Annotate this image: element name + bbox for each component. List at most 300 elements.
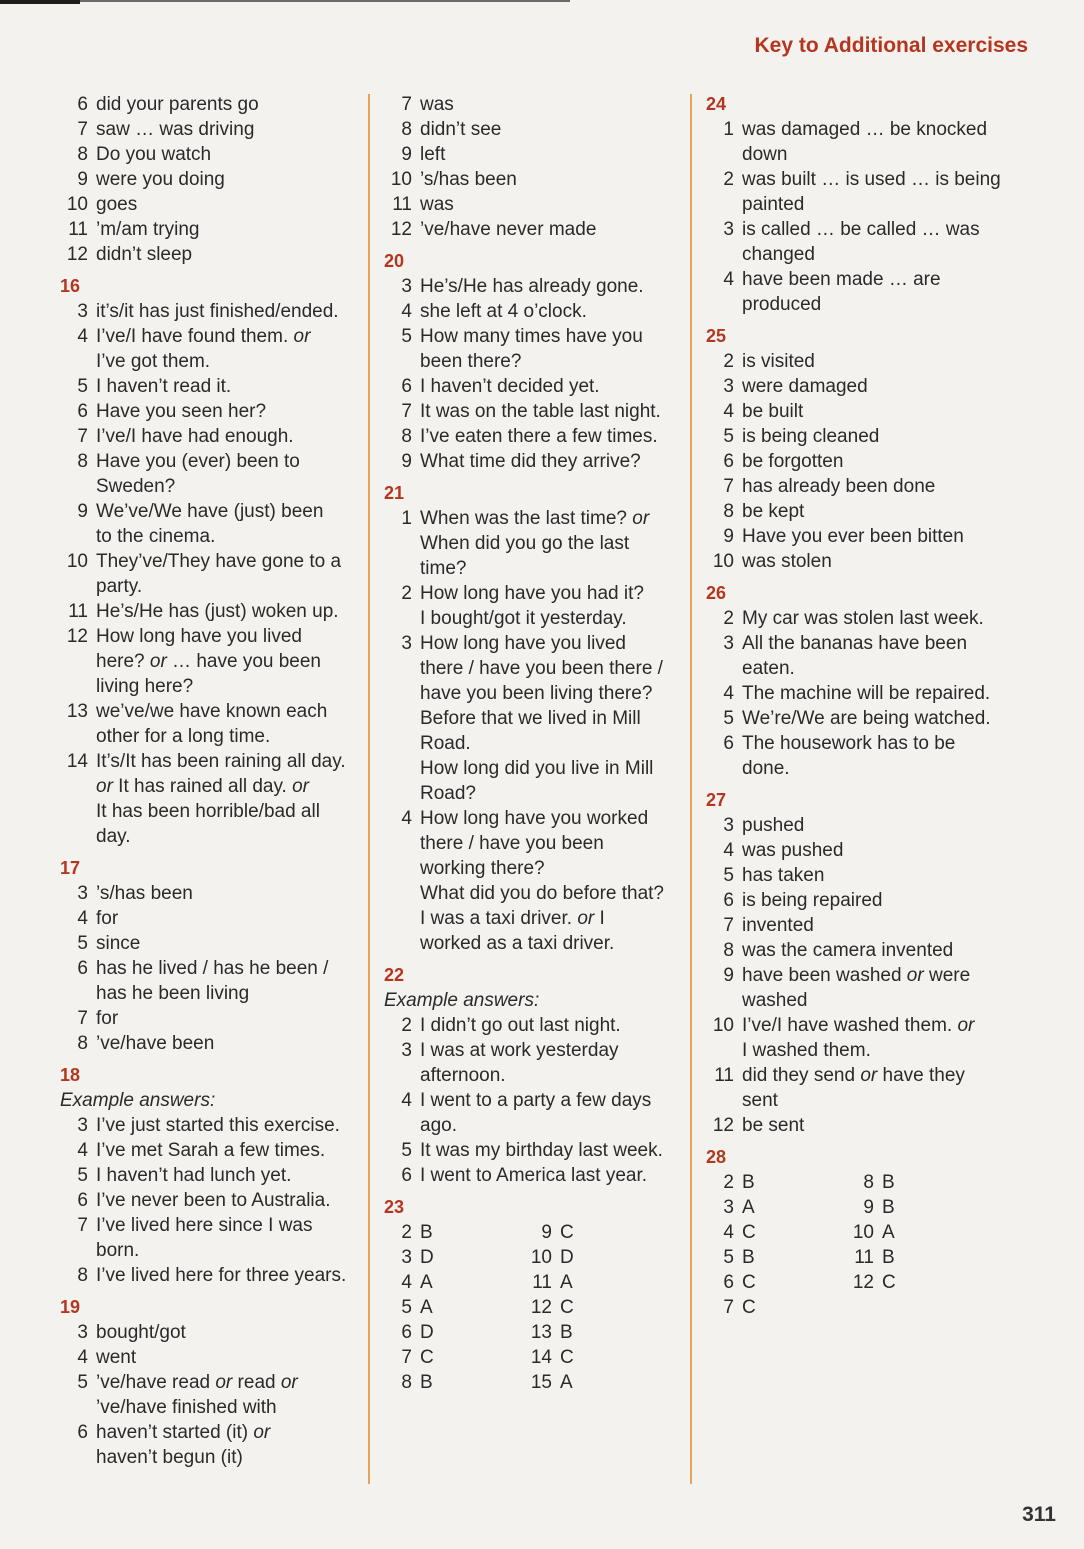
item-number [384, 606, 420, 631]
answer-text: How long have you lived [420, 633, 626, 654]
exercise-number: 25 [706, 326, 727, 346]
answer-text: haven’t begun (it) [96, 1447, 243, 1468]
item-number: 5 [723, 865, 734, 886]
item-number: 12 [66, 244, 88, 265]
answer-line [60, 881, 360, 906]
item-number: 1 [723, 119, 734, 140]
answer-line [384, 192, 676, 217]
answer-line [706, 267, 1006, 292]
answer-text: Road. [420, 733, 471, 754]
answer-text: we’ve/we have known each [96, 701, 328, 722]
answer-text: A [420, 1272, 433, 1293]
or-connector: or [253, 1422, 271, 1443]
item-number: 9 [723, 965, 734, 986]
answer-text: I’ve just started this exercise. [96, 1115, 340, 1136]
item-number [706, 1088, 742, 1113]
answer-line [384, 1320, 524, 1345]
item-number: 9 [77, 169, 88, 190]
answer-line [524, 1270, 664, 1295]
item-number: 6 [723, 733, 734, 754]
answer-text: day. [96, 826, 131, 847]
answer-line [60, 906, 360, 931]
exercise-number: 21 [384, 483, 405, 503]
item-number: 6 [77, 1190, 88, 1211]
answer-line [384, 681, 676, 706]
answer-text: I’ve/I have washed them. or [742, 1015, 975, 1036]
item-number: 6 [723, 1272, 734, 1293]
item-number: 4 [401, 1272, 412, 1293]
answer-line [60, 1213, 360, 1238]
answer-line [60, 117, 360, 142]
item-number: 6 [77, 94, 88, 115]
item-number: 5 [77, 376, 88, 397]
item-number: 13 [66, 701, 88, 722]
answer-line [846, 1170, 986, 1195]
answer-text: The machine will be repaired. [742, 683, 991, 704]
answer-line [706, 606, 1006, 631]
item-number: 11 [714, 1065, 734, 1086]
answer-line [384, 1163, 676, 1188]
answer-line [60, 374, 360, 399]
item-number: 9 [541, 1222, 552, 1243]
answer-line [384, 117, 676, 142]
exercise-number: 20 [384, 251, 405, 271]
answer-line [706, 731, 1006, 756]
answer-text: Have you ever been bitten [742, 526, 964, 547]
answer-line [60, 624, 360, 649]
item-number: 6 [723, 890, 734, 911]
answer-text: have been made … are [742, 269, 941, 290]
answer-line [60, 1370, 360, 1395]
answer-text: be built [742, 401, 804, 422]
or-connector: or [292, 776, 310, 797]
answer-line [384, 374, 676, 399]
item-number: 5 [401, 1140, 412, 1161]
answer-text: is called … be called … was [742, 219, 980, 240]
answer-text: How long have you worked [420, 808, 649, 829]
answer-text: living here? [96, 676, 194, 697]
item-number: 8 [401, 119, 412, 140]
answer-line [706, 1063, 1006, 1088]
item-number [384, 349, 420, 374]
item-number [60, 674, 96, 699]
answer-text: I went to a party a few days [420, 1090, 652, 1111]
answer-line [384, 424, 676, 449]
answer-line [384, 656, 676, 681]
answer-text: C [742, 1297, 756, 1318]
answer-line [846, 1270, 986, 1295]
answer-text: C [882, 1272, 896, 1293]
item-number: 7 [401, 401, 412, 422]
answer-text: other for a long time. [96, 726, 271, 747]
answer-line [60, 1345, 360, 1370]
answer-line [60, 192, 360, 217]
answer-line [60, 242, 360, 267]
answer-text: C [742, 1272, 756, 1293]
answer-line [706, 706, 1006, 731]
answer-text: What time did they arrive? [420, 451, 641, 472]
item-number [384, 656, 420, 681]
item-number: 8 [723, 501, 734, 522]
answer-text: was pushed [742, 840, 844, 861]
exercise-number: 23 [384, 1197, 405, 1217]
answer-line [60, 956, 360, 981]
answer-text: went [96, 1347, 137, 1368]
answer-text: B [882, 1172, 895, 1193]
answer-text: I’ve/I have found them. or [96, 326, 311, 347]
item-number [60, 349, 96, 374]
answer-line [384, 274, 676, 299]
answer-line [384, 1295, 524, 1320]
answer-line [384, 556, 676, 581]
answer-text: afternoon. [420, 1065, 506, 1086]
item-number: 3 [401, 1040, 412, 1061]
answer-text: He’s/He has already gone. [420, 276, 644, 297]
answer-text: D [560, 1247, 574, 1268]
answer-line [60, 1238, 360, 1263]
answer-text: ’s/has been [96, 883, 193, 904]
item-number: 3 [77, 1322, 88, 1343]
exercise-number: 28 [706, 1147, 727, 1167]
answer-text: All the bananas have been [742, 633, 968, 654]
answer-line [384, 217, 676, 242]
item-number: 10 [530, 1247, 552, 1268]
answer-text: B [742, 1247, 755, 1268]
answer-text: B [560, 1322, 573, 1343]
page-header: Key to Additional exercises [754, 34, 1028, 57]
answer-line [706, 1220, 846, 1245]
answer-text: A [560, 1272, 573, 1293]
answer-line [706, 192, 1006, 217]
answer-line [706, 1245, 846, 1270]
item-number: 5 [723, 1247, 734, 1268]
example-note: Example answers: [384, 990, 540, 1011]
answer-line [384, 1138, 676, 1163]
item-number: 4 [401, 301, 412, 322]
answer-text: was stolen [742, 551, 832, 572]
answer-text: has taken [742, 865, 825, 886]
item-number: 3 [401, 633, 412, 654]
answer-text: I haven’t read it. [96, 376, 232, 397]
item-number: 4 [401, 808, 412, 829]
item-number [384, 856, 420, 881]
answer-line [60, 749, 360, 774]
item-number [60, 724, 96, 749]
item-number: 8 [401, 1372, 412, 1393]
answer-line [60, 524, 360, 549]
exercise-number: 22 [384, 965, 405, 985]
item-number [384, 756, 420, 781]
item-number [706, 142, 742, 167]
answer-text: Have you (ever) been to [96, 451, 300, 472]
answer-text: C [560, 1297, 574, 1318]
answer-text: bought/got [96, 1322, 186, 1343]
or-connector: or [215, 1372, 233, 1393]
answer-text: was damaged … be knocked [742, 119, 988, 140]
item-number: 3 [723, 815, 734, 836]
answer-text: I’ve lived here since I was [96, 1215, 313, 1236]
column-1 [60, 92, 360, 1470]
item-number: 12 [712, 1115, 734, 1136]
item-number [706, 656, 742, 681]
answer-line [60, 549, 360, 574]
item-number: 3 [723, 376, 734, 397]
answer-text: be sent [742, 1115, 805, 1136]
item-number: 11 [854, 1247, 874, 1268]
answer-text: D [420, 1322, 434, 1343]
item-number: 2 [723, 169, 734, 190]
or-connector: or [632, 508, 650, 529]
exercise-number: 18 [60, 1065, 81, 1085]
answer-line [706, 1195, 846, 1220]
answer-text: I went to America last year. [420, 1165, 648, 1186]
item-number: 5 [77, 1165, 88, 1186]
answer-text: born. [96, 1240, 140, 1261]
answer-line [384, 731, 676, 756]
answer-line [706, 167, 1006, 192]
answer-line [60, 399, 360, 424]
item-number: 8 [863, 1172, 874, 1193]
answer-text: be kept [742, 501, 805, 522]
answer-text: ’ve/have been [96, 1033, 215, 1054]
answer-text: I’ve met Sarah a few times. [96, 1140, 326, 1161]
item-number: 8 [77, 1033, 88, 1054]
answer-line [706, 474, 1006, 499]
item-number: 10 [852, 1222, 874, 1243]
answer-line [706, 1270, 846, 1295]
answer-line [524, 1295, 664, 1320]
answer-line [60, 1395, 360, 1420]
item-number: 7 [77, 119, 88, 140]
item-number: 6 [401, 1165, 412, 1186]
answer-text: did they send or have they [742, 1065, 965, 1086]
answer-line [384, 806, 676, 831]
answer-line [706, 1295, 846, 1320]
item-number: 7 [401, 1347, 412, 1368]
exercise-number: 26 [706, 583, 727, 603]
item-number [60, 649, 96, 674]
answer-text: I washed them. [742, 1040, 871, 1061]
answer-line [524, 1245, 664, 1270]
answer-text: I haven’t had lunch yet. [96, 1165, 292, 1186]
item-number [60, 1445, 96, 1470]
answer-line [706, 756, 1006, 781]
answer-line [60, 1163, 360, 1188]
answer-text: it’s/it has just finished/ended. [96, 301, 339, 322]
answer-text: was [420, 94, 454, 115]
answer-text: changed [742, 244, 815, 265]
answer-text: did your parents go [96, 94, 259, 115]
answer-text: haven’t started (it) or [96, 1422, 271, 1443]
exercise-number: 17 [60, 858, 81, 878]
answer-text: for [96, 908, 119, 929]
answer-text: ago. [420, 1115, 457, 1136]
answer-line [60, 349, 360, 374]
answer-text: sent [742, 1090, 778, 1111]
answer-text: How long have you had it? [420, 583, 644, 604]
answer-line [524, 1320, 664, 1345]
item-number: 4 [723, 401, 734, 422]
answer-line [384, 142, 676, 167]
answer-text: What did you do before that? [420, 883, 664, 904]
item-number: 10 [712, 1015, 734, 1036]
item-number [384, 1113, 420, 1138]
answer-text: were damaged [742, 376, 868, 397]
answer-line [60, 931, 360, 956]
answer-line [60, 1113, 360, 1138]
answer-text: I’ve never been to Australia. [96, 1190, 331, 1211]
answer-line [706, 988, 1006, 1013]
answer-line [60, 449, 360, 474]
answer-line [384, 756, 676, 781]
answer-text: there / have you been [420, 833, 604, 854]
answer-text: When was the last time? or [420, 508, 650, 529]
item-number: 10 [390, 169, 412, 190]
answer-text: ’m/am trying [96, 219, 200, 240]
answer-text: B [742, 1172, 755, 1193]
answer-line [60, 299, 360, 324]
answer-line [706, 374, 1006, 399]
item-number: 9 [401, 451, 412, 472]
answer-text: I’ve eaten there a few times. [420, 426, 658, 447]
answer-text: How many times have you [420, 326, 643, 347]
answer-line [706, 1038, 1006, 1063]
answer-line [706, 1088, 1006, 1113]
answer-line [706, 888, 1006, 913]
answer-line [706, 963, 1006, 988]
item-number [60, 981, 96, 1006]
item-number: 13 [530, 1322, 552, 1343]
item-number: 2 [723, 608, 734, 629]
exercise-number: 24 [706, 94, 727, 114]
item-number [384, 881, 420, 906]
answer-line [384, 399, 676, 424]
answer-line [384, 531, 676, 556]
answer-text: B [882, 1197, 895, 1218]
or-connector: or [957, 1015, 975, 1036]
answer-line [384, 1088, 676, 1113]
answer-line [60, 92, 360, 117]
answer-text: B [420, 1372, 433, 1393]
item-number: 10 [66, 194, 88, 215]
item-number: 11 [392, 194, 412, 215]
answer-text: was built … is used … is being [742, 169, 1001, 190]
answer-line [60, 142, 360, 167]
item-number: 4 [723, 683, 734, 704]
item-number: 7 [723, 476, 734, 497]
answer-line [60, 217, 360, 242]
item-number [60, 574, 96, 599]
item-number: 8 [77, 144, 88, 165]
item-number: 4 [723, 840, 734, 861]
answer-line [384, 449, 676, 474]
item-number [384, 556, 420, 581]
answer-text: time? [420, 558, 467, 579]
answer-line [706, 1013, 1006, 1038]
answer-text: done. [742, 758, 790, 779]
item-number [384, 731, 420, 756]
answer-line [524, 1345, 664, 1370]
answer-line [384, 931, 676, 956]
answer-line [706, 499, 1006, 524]
item-number: 5 [401, 1297, 412, 1318]
item-number: 8 [77, 1265, 88, 1286]
item-number: 3 [401, 276, 412, 297]
answer-text: I was a taxi driver. or I [420, 908, 605, 929]
answer-line [384, 1345, 524, 1370]
item-number: 6 [723, 451, 734, 472]
answer-line [384, 299, 676, 324]
answer-line [384, 1220, 524, 1245]
answer-line [706, 656, 1006, 681]
answer-line [706, 813, 1006, 838]
answer-text: she left at 4 o’clock. [420, 301, 587, 322]
answer-text: is being repaired [742, 890, 883, 911]
item-number: 7 [723, 915, 734, 936]
item-number: 11 [68, 601, 88, 622]
answer-line [706, 838, 1006, 863]
answer-text: have you been living there? [420, 683, 653, 704]
item-number [706, 756, 742, 781]
answer-text: has he lived / has he been / [96, 958, 329, 979]
answer-line [846, 1245, 986, 1270]
answer-line [384, 1013, 676, 1038]
answer-text: How long have you lived [96, 626, 302, 647]
answer-text: When did you go the last [420, 533, 630, 554]
item-number: 11 [68, 219, 88, 240]
item-number: 8 [723, 940, 734, 961]
answer-text: has he been living [96, 983, 250, 1004]
answer-line [60, 1138, 360, 1163]
answer-text: A [420, 1297, 433, 1318]
item-number: 6 [77, 958, 88, 979]
answer-text: party. [96, 576, 143, 597]
answer-text: A [560, 1372, 573, 1393]
answer-line [706, 242, 1006, 267]
answer-text: Do you watch [96, 144, 212, 165]
item-number: 2 [401, 583, 412, 604]
item-number: 5 [401, 326, 412, 347]
answer-line [384, 781, 676, 806]
answer-text: been there? [420, 351, 522, 372]
answer-line [706, 913, 1006, 938]
answer-grid [384, 1220, 676, 1395]
item-number: 14 [66, 751, 88, 772]
item-number [706, 988, 742, 1013]
item-number [384, 531, 420, 556]
answer-text: for [96, 1008, 119, 1029]
item-number [60, 1238, 96, 1263]
answer-text: I’ve got them. [96, 351, 211, 372]
answer-text: It has been horrible/bad all [96, 801, 320, 822]
answer-text: B [420, 1222, 433, 1243]
item-number: 3 [723, 633, 734, 654]
answer-line [60, 1006, 360, 1031]
answer-text: painted [742, 194, 805, 215]
answer-line [706, 681, 1006, 706]
item-number [384, 781, 420, 806]
column-divider [690, 94, 692, 1484]
or-connector: or [577, 908, 595, 929]
item-number: 4 [77, 1347, 88, 1368]
answer-line [706, 1170, 846, 1195]
item-number: 8 [401, 426, 412, 447]
exercise-number: 19 [60, 1297, 81, 1317]
answer-text: here? or … have you been [96, 651, 321, 672]
answer-line [384, 581, 676, 606]
answer-line [706, 117, 1006, 142]
answer-text: is visited [742, 351, 815, 372]
